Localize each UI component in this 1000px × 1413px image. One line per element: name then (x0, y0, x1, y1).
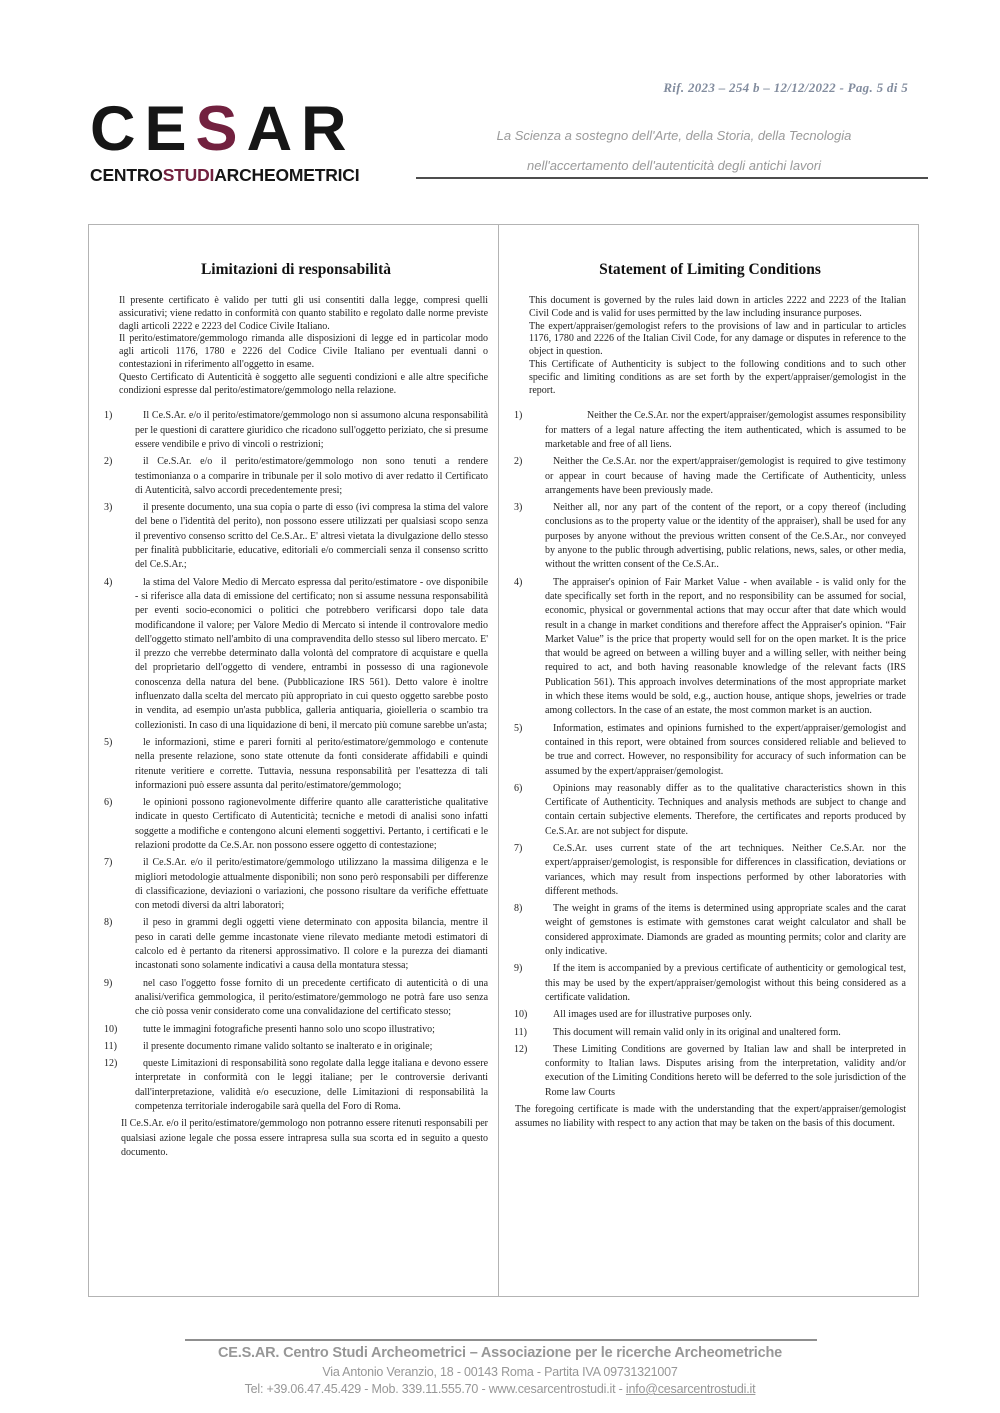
list-item (514, 501, 906, 572)
item-number: 2) (104, 456, 113, 468)
intro-paragraph: Il perito/estimatore/gemmologo rimanda alle disposizioni di legge ed in particolar modo agli articoli 1176, 1780 e 2226 del Codice Civile Italiano per eventuali danni o contestazioni in riferimento all'oggetto in esame. (119, 333, 489, 370)
item-number: 6) (514, 782, 523, 794)
item-number: 9) (104, 977, 113, 989)
item-number: 5) (104, 736, 113, 748)
item-number: 3) (104, 502, 113, 514)
reference-line: Rif. 2023 – 254 b – 12/12/2022 - Pag. 5 di 5 (663, 80, 908, 95)
item-text: Neither the Ce.S.Ar. nor the expert/appraiser/gemologist assumes responsibility for matters of a legal nature affecting the item authenticated, which is assumed to be marketable and free of all liens. (545, 410, 906, 450)
company-tagline (428, 121, 920, 181)
item-text: queste Limitazioni di responsabilità sono regolate dalla legge italiana e devono essere interpretate in conformità con le leggi italiane; per le controversie derivanti dall'interpretazione, validità e/o esecuzione, delle Limitazioni di responsabilità la competenza territoriale inderogabile sarà quella del Foro di Roma. (135, 1058, 489, 1113)
item-number: 4) (104, 576, 113, 588)
item-number: 8) (514, 903, 523, 915)
list-item (104, 1040, 488, 1054)
item-text: il Ce.S.Ar. e/o il perito/estimatore/gemmologo non sono tenuti a rendere testimonianza o a comparire in tribunale per il solo motivo di aver redatto il Certificato di Autenticità, salvo accordi precedentemente presi; (135, 456, 489, 496)
item-text: il peso in grammi degli oggetti viene determinato con apposita bilancia, mentre il peso in carati delle gemme incastonate viene rilevato mediante metodi estimatori di calcolo ed è pertanto da ritenersi approssimativo. Il colore e la purezza dei diamanti incastonati sono solamente indicativi a causa della montatura stessa; (135, 917, 489, 972)
italian-conditions-list (104, 409, 488, 1114)
list-item (514, 1008, 906, 1022)
item-number: 12) (514, 1043, 528, 1055)
item-text: il Ce.S.Ar. e/o il perito/estimatore/gemmologo utilizzano la massima diligenza e le migliori metodologie attualmente disponibili; non sono però responsabili per differenze di classificazione, deviazioni o variazioni, che possono risultare da verifiche effettuate con metodi diversi da altri laboratori; (135, 857, 489, 912)
list-item (514, 409, 906, 452)
list-item (104, 1057, 488, 1114)
footer-divider-line (185, 1339, 817, 1341)
item-number: 10) (104, 1023, 118, 1035)
english-column (498, 225, 918, 1296)
italian-column (89, 225, 498, 1296)
intro-paragraph: Questo Certificato di Autenticità è soggetto alle seguenti condizioni e alle altre specifiche condizioni espresse dal perito/estimatore/gemmologo nella relazione. (119, 371, 489, 396)
item-text: Neither all, nor any part of the content of the report, or a copy thereof (including conclusions as to the property value or the identity of the appraiser), shall be used for any purposes by anyone without the previous written consent of the Ce.S.Ar., nor conveyed by anyone to the public through advertising, public relations, news, sales, or other media, without the written consent of the Ce.S.Ar.. (545, 502, 906, 571)
footer (0, 1345, 1000, 1396)
item-text: la stima del Valore Medio di Mercato espressa dal perito/estimatore - ove disponibile - si riferisce alla data di emissione del certificato; non si assume nessuna responsabilità per eventi socio-economici o politici che potrebbero verificarsi dopo tale data modificandone il valore; per Valore Medio di Mercato si intende il controvalore medio dell'oggetto stimato nell'ambito di una compravendita dello stesso sul libero mercato. E' il prezzo che verrebbe determinato dalla volontà del compratore di acquistare e quella del proprietario dell'oggetto di vendere, entrambi in possesso di una ragionevole conoscenza della natura del bene. (Pubblicazione IRS 561). Detto valore è inoltre influenzato dalla scelta del mercato più appropriato in cui questo oggetto sarebbe posto in vendita, ad esempio un'asta pubblica, galleria antiquaria, gioielleria o scambio tra collezionisti. In caso di una liquidazione di beni, il mercato più comune sarebbe un'asta; (135, 576, 489, 731)
item-number: 6) (104, 797, 113, 809)
item-number: 1) (514, 410, 523, 422)
list-item (104, 796, 488, 853)
intro-paragraph: Il presente certificato è valido per tutti gli usi consentiti dalla legge, compresi quelli assicurativi; viene redatto in conformità con quanto stabilito e regolato dalle norme previste dagli articoli 2222 e 2223 del Codice Civile Italiano. (119, 295, 489, 332)
item-text: Information, estimates and opinions furnished to the expert/appraiser/gemologist and contained in this report, were obtained from sources considered reliable and believed to be true and correct. However, no responsibility for accuracy of such information can be assumed by the expert/appraiser/gemologist. (545, 722, 906, 777)
item-number: 1) (104, 410, 113, 422)
item-text: il presente documento, una sua copia o parte di esso (ivi compresa la stima del valore del bene o l'identità del perito), non possono essere utilizzati per qualsiasi scopo senza il preventivo consenso scritto del Ce.S.Ar.. E' altresì vietata la divulgazione dello stesso per finalità pubblicitarie, educative, editoriali e/o commerciali senza il consenso scritto del Ce.S.Ar.; (135, 502, 489, 571)
header-divider-line (416, 177, 928, 179)
item-text: The weight in grams of the items is determined using appropriate scales and the carat weight of gemstones is estimate with gemstones carat weight calculator and shall be considered approximate. Diamonds are graded as mounting permits; color and clarity are only indicative. (545, 903, 906, 958)
item-number: 3) (514, 502, 523, 514)
item-text: This document will remain valid only in its original and unaltered form. (553, 1026, 841, 1038)
item-text: le opinioni possono ragionevolmente differire quanto alle caratteristiche qualitative indicate in questo Certificato di Autenticità; tecniche e metodi di analisi sono infatti soggette a modifiche e contengono alcuni elementi soggettivi. Pertanto, i certificati e le relazioni prodotte da Ce.S.Ar. non possono essere oggetto di contestazione; (135, 797, 489, 851)
footer-website: www.cesarcentrostudi.it (488, 1382, 616, 1396)
list-item (514, 576, 906, 719)
list-item (514, 962, 906, 1005)
italian-intro (104, 295, 488, 397)
footer-phone: Tel: +39.06.47.45.429 - Mob. 339.11.555.70 - (244, 1382, 489, 1396)
list-item (104, 1023, 488, 1037)
list-item (104, 576, 488, 733)
list-item (104, 501, 488, 572)
italian-closing-paragraph: Il Ce.S.Ar. e/o il perito/estimatore/gemmologo non potranno essere ritenuti responsabili per qualsiasi azione legale che possa essere intrapresa sulla sua scorta ed in seguito a questo documento. (121, 1118, 489, 1158)
list-item (514, 722, 906, 779)
intro-paragraph: This Certificate of Authenticity is subject to the following conditions and to such other specific and limiting conditions as are set forth by the expert/appraiser/gemologist in the report. (529, 358, 906, 396)
item-text: Ce.S.Ar. uses current state of the art techniques. Neither Ce.S.Ar. nor the expert/appraiser/gemologist, is responsible for differences in classification, deviations or variances, which may result from inspections performed by other laboratories with different methods. (545, 842, 906, 897)
item-text: The appraiser's opinion of Fair Market Value - when available - is valid only for the date specifically set forth in the report, and no responsibility can be assumed for social, economic, physical or governmental actions that may occur after that date which would result in a change in market conditions and therefore affect the Appraiser's opinion. “Fair Market Value” is the price that property would sell for on the open market. It is the price that would be agreed on between a willing buyer and a willing seller, with neither being required to act, and both having reasonable knowledge of the relevant facts (IRS Publication 561). This approach involves determinations of the most appropriate market in which these items would be sold, e.g., auction house, antique shops, jewelries or trade among collectors. In the case of an estate, the most common market is an auction. (545, 576, 906, 717)
list-item (514, 1043, 906, 1100)
item-text: Neither the Ce.S.Ar. nor the expert/appraiser/gemologist is required to give testimony or appear in court because of having made the Certificate of Authenticity, unless arrangements have been previously made. (545, 456, 906, 496)
item-number: 7) (104, 857, 113, 869)
item-number: 12) (104, 1058, 118, 1070)
list-item (514, 782, 906, 839)
item-number: 11) (104, 1040, 117, 1052)
item-text: These Limiting Conditions are governed by Italian law and shall be interpreted in conformity to Italian laws. Disputes arising from the interpretation, validity and/or execution of the Limiting Conditions hereto will be deferred to the sole jurisdiction of the Rome law Courts (545, 1043, 906, 1098)
item-number: 9) (514, 963, 523, 975)
item-number: 2) (514, 456, 523, 468)
list-item (104, 977, 488, 1020)
list-item (104, 736, 488, 793)
item-text: Opinions may reasonably differ as to the qualitative characteristics shown in this Certificate of Authenticity. Techniques and analysis methods are subject to change and contain certain subjective elements. Therefore, the certificates and reports produced by Ce.S.Ar. are not subject for dispute. (545, 782, 906, 837)
list-item (514, 455, 906, 498)
logo-subtitle (90, 167, 390, 185)
item-text: il presente documento rimane valido soltanto se inalterato e in originale; (143, 1040, 433, 1052)
item-number: 5) (514, 722, 523, 734)
item-text: If the item is accompanied by a previous certificate of authenticity or gemological test, this may be used by the expert/appraiser/gemologist without this being considered as a certificate validation. (545, 963, 906, 1003)
item-text: le informazioni, stime e pareri forniti al perito/estimatore/gemmologo e contenute nella presente relazione, sono state ottenute da fonti considerate affidabili e quindi ritenute veritiere e corrette. Tuttavia, nessuna responsabilità per l'esattezza di tali informazioni può essere assunta dal perito/estimatore/gemmologo; (135, 736, 489, 791)
logo-sub-part2: ARCHEOMETRICI (214, 165, 360, 185)
item-number: 4) (514, 576, 523, 588)
intro-paragraph: This document is governed by the rules laid down in articles 2222 and 2223 of the Italian Civil Code and is valid for uses permitted by the law including insurance purposes. (529, 295, 906, 319)
item-number: 11) (514, 1026, 527, 1038)
item-number: 7) (514, 842, 523, 854)
english-intro (514, 295, 906, 397)
logo-sub-part1: CENTRO (90, 165, 163, 185)
intro-paragraph: The expert/appraiser/gemologist refers to the provisions of law and in particular to articles 1176, 1780 and 2226 of the Italian Civil Code, for any damage or disputes in reference to the object in question. (529, 320, 906, 358)
list-item (104, 409, 488, 452)
item-text: nel caso l'oggetto fosse fornito di un precedente certificato di autenticità o di una analisi/verifica gemmologica, il perito/estimatore/gemmologo ne potrà fare uso senza che ciò possa venir considerato come una convalidazione del certificato stesso; (135, 977, 489, 1018)
footer-company-name: CE.S.AR. Centro Studi Archeometrici – Associazione per le ricerche Archeometriche (218, 1345, 782, 1361)
item-number: 8) (104, 917, 113, 929)
item-number: 10) (514, 1009, 528, 1021)
footer-separator: - (615, 1382, 626, 1396)
item-text: All images used are for illustrative purposes only. (553, 1009, 752, 1021)
logo-part2: AR (246, 94, 356, 164)
item-text: tutte le immagini fotografiche presenti hanno solo uno scopo illustrativo; (143, 1023, 435, 1035)
english-conditions-list (514, 409, 906, 1100)
english-closing-paragraph: The foregoing certificate is made with the understanding that the expert/appraiser/gemologist assumes no liability with respect to any action that may be taken on the basis of this document. (515, 1104, 906, 1130)
list-item (104, 856, 488, 913)
footer-contacts (0, 1382, 1000, 1396)
list-item (514, 842, 906, 899)
list-item (104, 916, 488, 973)
tagline-line1: La Scienza a sostegno dell'Arte, della Storia, della Tecnologia (496, 128, 852, 143)
list-item (104, 455, 488, 498)
logo-part1: CE (90, 94, 196, 164)
footer-email-link[interactable]: info@cesarcentrostudi.it (625, 1382, 756, 1396)
logo-sub-accent: STUDI (162, 165, 215, 185)
italian-title: Limitazioni di responsabilità (200, 261, 392, 278)
list-item (514, 902, 906, 959)
conditions-box (88, 224, 919, 1297)
list-item (514, 1026, 906, 1040)
cesar-logo (90, 94, 390, 185)
english-title: Statement of Limiting Conditions (599, 261, 821, 278)
logo-wordmark (90, 94, 390, 164)
tagline-line2: nell'accertamento dell'autenticità degli antichi lavori (526, 158, 822, 173)
item-text: Il Ce.S.Ar. e/o il perito/estimatore/gemmologo non si assumono alcuna responsabilità per le questioni di carattere giuridico che ricadono sull'oggetto periziato, che si presume essere vendibile e privo di vincoli o restrizioni; (135, 410, 489, 450)
footer-address: Via Antonio Veranzio, 18 - 00143 Roma - Partita IVA 09731321007 (322, 1365, 678, 1379)
logo-accent-letter: S (195, 94, 247, 164)
